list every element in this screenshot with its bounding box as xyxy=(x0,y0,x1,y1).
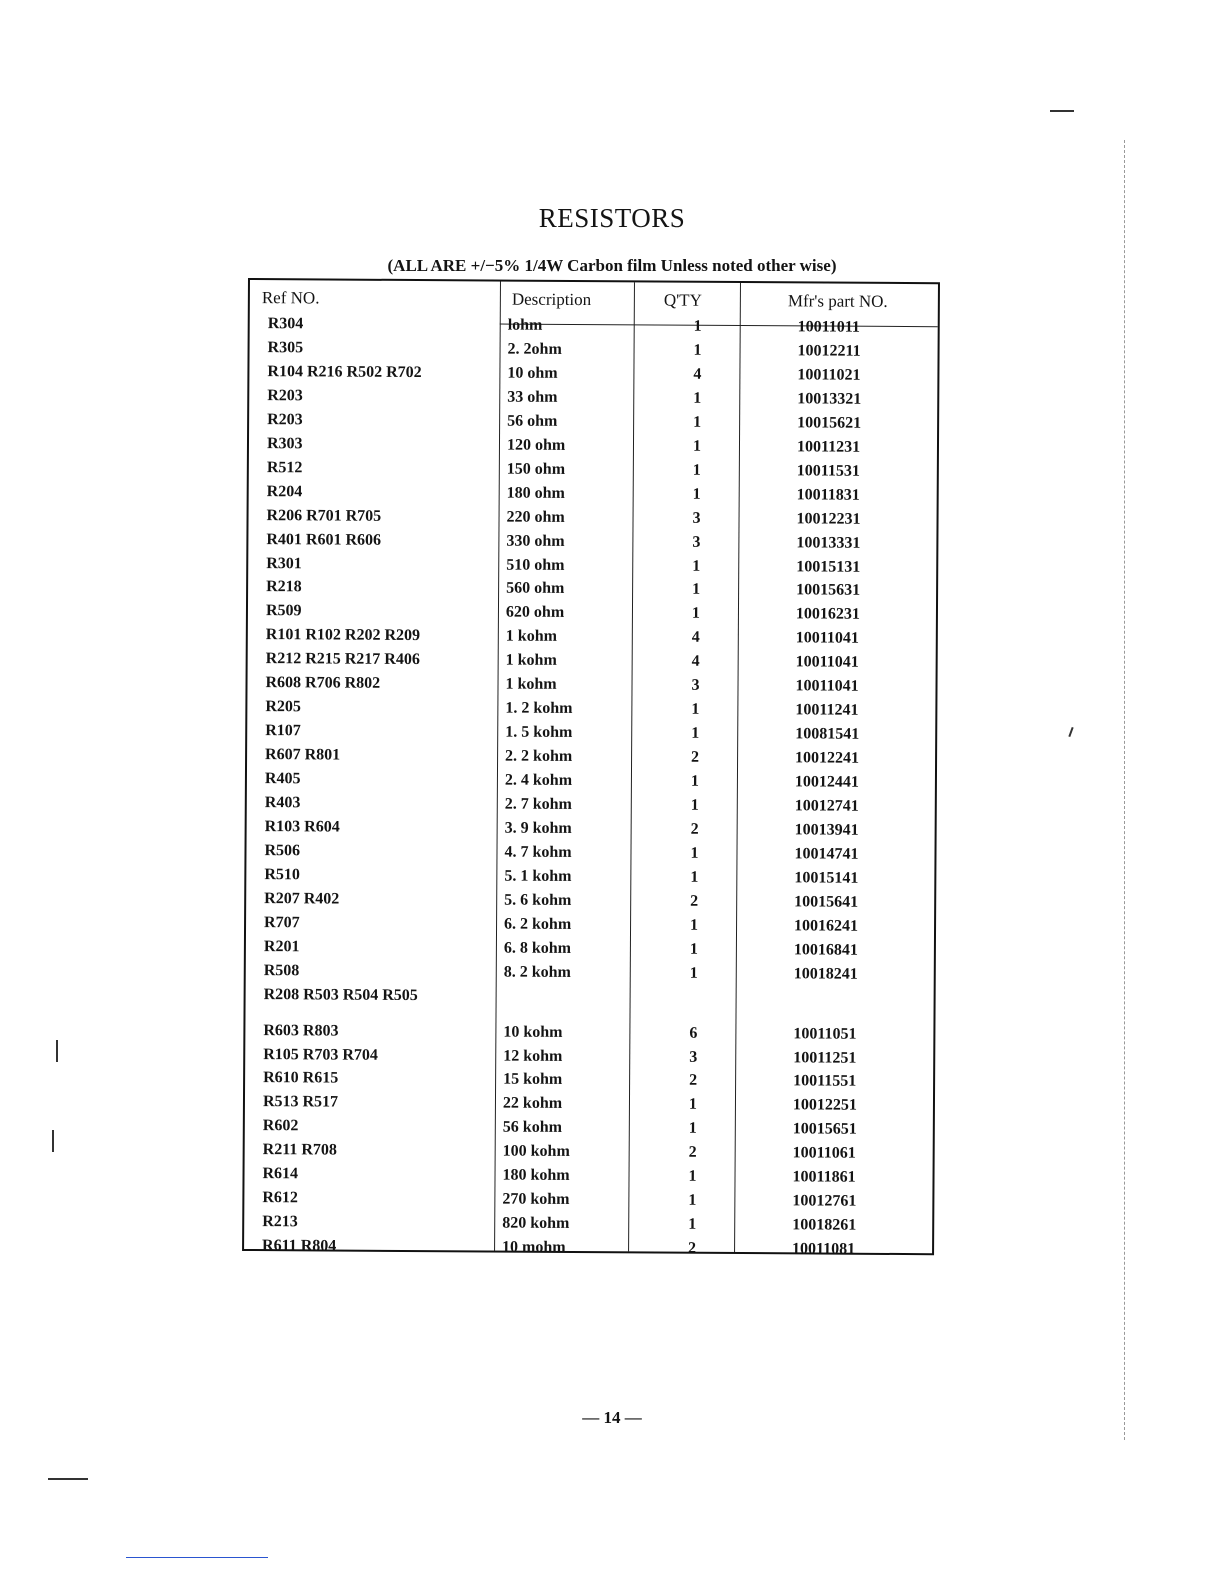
table-subtitle: (ALL ARE +/−5% 1/4W Carbon film Unless noted other wise) xyxy=(387,256,837,275)
cell-part-number: 10011861 xyxy=(792,1168,856,1186)
cell-description: 2. 4 kohm xyxy=(504,771,573,790)
cell-part-number: 10011831 xyxy=(796,485,860,504)
cell-qty: 1 xyxy=(693,317,702,335)
cell-description: 1 kohm xyxy=(505,675,557,694)
cell-ref: R707 xyxy=(264,913,300,932)
cell-description: 2. 2ohm xyxy=(507,340,562,358)
cell-ref: R403 xyxy=(264,794,301,812)
cell-qty: 4 xyxy=(691,653,700,671)
scan-mark xyxy=(56,1040,58,1062)
cell-ref: R610 R615 xyxy=(263,1069,339,1088)
cell-part-number: 10014741 xyxy=(794,845,859,863)
cell-description: 56 ohm xyxy=(507,412,558,430)
cell-ref: R105 R703 R704 xyxy=(263,1045,378,1064)
cell-part-number: 10011531 xyxy=(796,462,861,480)
cell-ref: R509 xyxy=(265,602,302,620)
scan-mark xyxy=(48,1478,88,1480)
cell-qty: 1 xyxy=(692,437,702,455)
cell-ref: R506 xyxy=(264,842,301,860)
cell-description: 510 ohm xyxy=(506,556,565,574)
cell-ref: R203 xyxy=(267,410,303,429)
cell-ref: R201 xyxy=(263,937,300,956)
cell-ref: R603 R803 xyxy=(263,1021,339,1040)
cell-description: 33 ohm xyxy=(507,388,558,406)
cell-part-number: 10011011 xyxy=(797,318,860,336)
cell-ref: R212 R215 R217 R406 xyxy=(265,650,420,669)
cell-qty: 1 xyxy=(692,581,701,599)
cell-ref: R101 R102 R202 R209 xyxy=(265,626,421,645)
cell-qty: 1 xyxy=(691,605,701,623)
cell-qty: 1 xyxy=(689,964,698,982)
cell-qty: 1 xyxy=(688,1096,698,1114)
scan-mark xyxy=(1068,727,1073,737)
cell-qty: 1 xyxy=(691,724,700,742)
header-description: Description xyxy=(511,289,592,310)
cell-description: 180 ohm xyxy=(506,484,565,502)
cell-description: 10 kohm xyxy=(503,1023,563,1041)
cell-qty: 1 xyxy=(690,844,699,862)
cell-description: lohm xyxy=(507,316,543,334)
cell-part-number: 10011041 xyxy=(795,653,859,672)
cell-description: 820 kohm xyxy=(502,1214,570,1233)
cell-description: 270 kohm xyxy=(502,1190,570,1209)
cell-description: 15 kohm xyxy=(503,1071,563,1089)
cell-qty: 1 xyxy=(690,796,699,814)
cell-part-number: 10012241 xyxy=(795,749,860,767)
cell-qty: 3 xyxy=(692,533,701,551)
cell-ref: R213 xyxy=(262,1213,298,1231)
cell-qty: 1 xyxy=(692,557,701,575)
cell-description: 220 ohm xyxy=(506,508,565,526)
cell-part-number: 10016241 xyxy=(794,917,859,935)
cell-part-number: 10016841 xyxy=(793,941,858,959)
cell-ref: R104 R216 R502 R702 xyxy=(267,363,422,381)
cell-description: 620 ohm xyxy=(505,603,565,622)
cell-description: 5. 1 kohm xyxy=(504,867,572,885)
cell-qty: 2 xyxy=(688,1144,697,1162)
cell-qty: 4 xyxy=(693,365,702,383)
cell-part-number: 10012741 xyxy=(794,797,859,815)
cell-ref: R208 R503 R504 R505 xyxy=(263,985,418,1004)
cell-qty: 1 xyxy=(688,1167,697,1186)
cell-qty: 1 xyxy=(688,1120,697,1138)
cell-ref: R602 xyxy=(262,1117,299,1135)
cell-part-number: 10015631 xyxy=(796,581,861,600)
cell-part-number: 10012231 xyxy=(796,509,861,528)
cell-ref: R203 xyxy=(267,386,303,405)
cell-qty: 1 xyxy=(693,413,702,431)
cell-ref: R205 xyxy=(265,698,301,716)
cell-part-number: 10013321 xyxy=(797,390,862,408)
cell-description: 56 kohm xyxy=(502,1118,562,1137)
table-row xyxy=(244,1234,936,1262)
cell-part-number: 10012441 xyxy=(794,773,859,791)
cell-description: 2. 7 kohm xyxy=(504,795,572,813)
cell-description: 6. 2 kohm xyxy=(504,915,572,933)
cell-ref: R607 R801 xyxy=(265,746,341,764)
cell-description: 2. 2 kohm xyxy=(505,747,573,766)
cell-qty: 2 xyxy=(688,1239,697,1257)
cell-description: 3. 9 kohm xyxy=(504,819,572,837)
cell-ref: R612 xyxy=(262,1189,298,1207)
cell-ref: R405 xyxy=(264,770,301,788)
cell-part-number: 10015651 xyxy=(792,1120,857,1139)
cell-ref: R303 xyxy=(266,434,303,453)
cell-ref: R510 xyxy=(264,865,300,884)
scan-mark xyxy=(126,1557,268,1558)
cell-qty: 1 xyxy=(688,1191,697,1209)
cell-part-number: 10015131 xyxy=(796,557,861,576)
cell-qty: 1 xyxy=(692,485,701,503)
resistor-table xyxy=(242,278,940,1258)
cell-qty: 1 xyxy=(693,389,702,407)
cell-ref: R107 xyxy=(265,722,301,740)
cell-part-number: 10011251 xyxy=(793,1048,857,1067)
cell-description: 330 ohm xyxy=(506,532,565,550)
cell-qty: 3 xyxy=(689,1048,698,1066)
cell-qty: 1 xyxy=(693,341,702,359)
cell-description: 560 ohm xyxy=(506,580,565,598)
cell-part-number: 10011021 xyxy=(797,366,861,384)
cell-description: 1 kohm xyxy=(505,651,557,670)
cell-qty: 1 xyxy=(690,772,699,790)
cell-description: 5. 6 kohm xyxy=(504,891,572,909)
cell-description: 150 ohm xyxy=(506,460,566,478)
cell-part-number: 10011051 xyxy=(793,1024,857,1043)
cell-part-number: 10011081 xyxy=(792,1240,856,1258)
cell-ref: R204 xyxy=(266,482,303,500)
cell-part-number: 10011041 xyxy=(795,677,859,695)
cell-part-number: 10013331 xyxy=(796,533,861,552)
cell-part-number: 10081541 xyxy=(795,725,860,743)
cell-ref: R305 xyxy=(267,339,304,357)
cell-part-number: 10015641 xyxy=(794,893,859,911)
cell-description: 12 kohm xyxy=(503,1047,563,1065)
cell-part-number: 10011231 xyxy=(796,438,861,456)
cell-description: 100 kohm xyxy=(502,1142,570,1161)
cell-qty: 1 xyxy=(691,700,700,718)
cell-description: 1. 5 kohm xyxy=(505,723,573,742)
cell-description: 4. 7 kohm xyxy=(504,843,572,861)
cell-ref: R207 R402 xyxy=(264,889,340,908)
cell-qty: 1 xyxy=(690,868,699,886)
table-row xyxy=(246,983,938,1011)
cell-part-number: 10011551 xyxy=(793,1072,857,1091)
cell-ref: R508 xyxy=(263,961,300,979)
cell-qty: 1 xyxy=(692,461,701,479)
cell-part-number: 10016231 xyxy=(795,605,861,624)
cell-qty: 3 xyxy=(692,509,701,527)
cell-part-number: 10013941 xyxy=(794,821,859,839)
cell-qty: 1 xyxy=(690,916,699,934)
cell-ref: R301 xyxy=(266,554,302,572)
cell-ref: R513 R517 xyxy=(262,1093,339,1111)
cell-part-number: 10011041 xyxy=(795,629,859,648)
cell-qty: 6 xyxy=(689,1024,698,1042)
cell-description: 1. 2 kohm xyxy=(505,699,573,718)
page-number: — 14 — xyxy=(582,1408,642,1427)
cell-ref: R218 xyxy=(266,578,302,596)
cell-qty: 1 xyxy=(688,1215,697,1233)
cell-ref: R206 R701 R705 xyxy=(266,506,382,525)
cell-part-number: 10012211 xyxy=(797,342,861,360)
cell-description: 22 kohm xyxy=(502,1094,563,1113)
header-qty: Q'TY xyxy=(663,290,702,310)
header-part-number: Mfr's part NO. xyxy=(787,291,888,311)
cell-description: 1 kohm xyxy=(505,627,557,646)
cell-ref: R401 R601 R606 xyxy=(266,530,382,549)
cell-ref: R611 R804 xyxy=(262,1237,337,1255)
scan-mark xyxy=(1124,140,1125,1440)
cell-part-number: 10012761 xyxy=(792,1192,857,1210)
cell-description: 8. 2 kohm xyxy=(503,963,571,981)
cell-ref: R512 xyxy=(266,458,303,477)
cell-description: 180 kohm xyxy=(502,1166,570,1185)
cell-qty: 3 xyxy=(691,676,700,695)
scan-mark xyxy=(1050,110,1074,112)
cell-part-number: 10018261 xyxy=(792,1216,857,1234)
cell-description: 6. 8 kohm xyxy=(503,939,572,957)
cell-description: 10 ohm xyxy=(507,364,558,382)
cell-part-number: 10012251 xyxy=(792,1096,858,1115)
cell-part-number: 10015621 xyxy=(797,414,862,432)
cell-part-number: 10011241 xyxy=(795,701,859,719)
cell-qty: 1 xyxy=(689,940,698,958)
cell-qty: 2 xyxy=(689,1072,698,1090)
header-ref: Ref NO. xyxy=(261,288,320,308)
page-title: RESISTORS xyxy=(538,203,686,233)
cell-qty: 2 xyxy=(690,820,699,838)
cell-ref: R304 xyxy=(267,315,304,333)
cell-qty: 2 xyxy=(691,748,700,766)
cell-ref: R608 R706 R802 xyxy=(265,674,381,693)
cell-part-number: 10011061 xyxy=(792,1144,856,1163)
cell-part-number: 10018241 xyxy=(793,964,858,983)
cell-ref: R614 xyxy=(262,1165,299,1183)
cell-part-number: 10015141 xyxy=(794,869,859,887)
scan-mark xyxy=(52,1130,54,1152)
cell-qty: 2 xyxy=(690,892,699,910)
cell-description: 120 ohm xyxy=(506,436,566,454)
cell-qty: 4 xyxy=(691,629,700,647)
cell-description: 10 mohm xyxy=(502,1238,566,1257)
cell-ref: R211 R708 xyxy=(262,1141,337,1159)
cell-ref: R103 R604 xyxy=(264,818,340,836)
